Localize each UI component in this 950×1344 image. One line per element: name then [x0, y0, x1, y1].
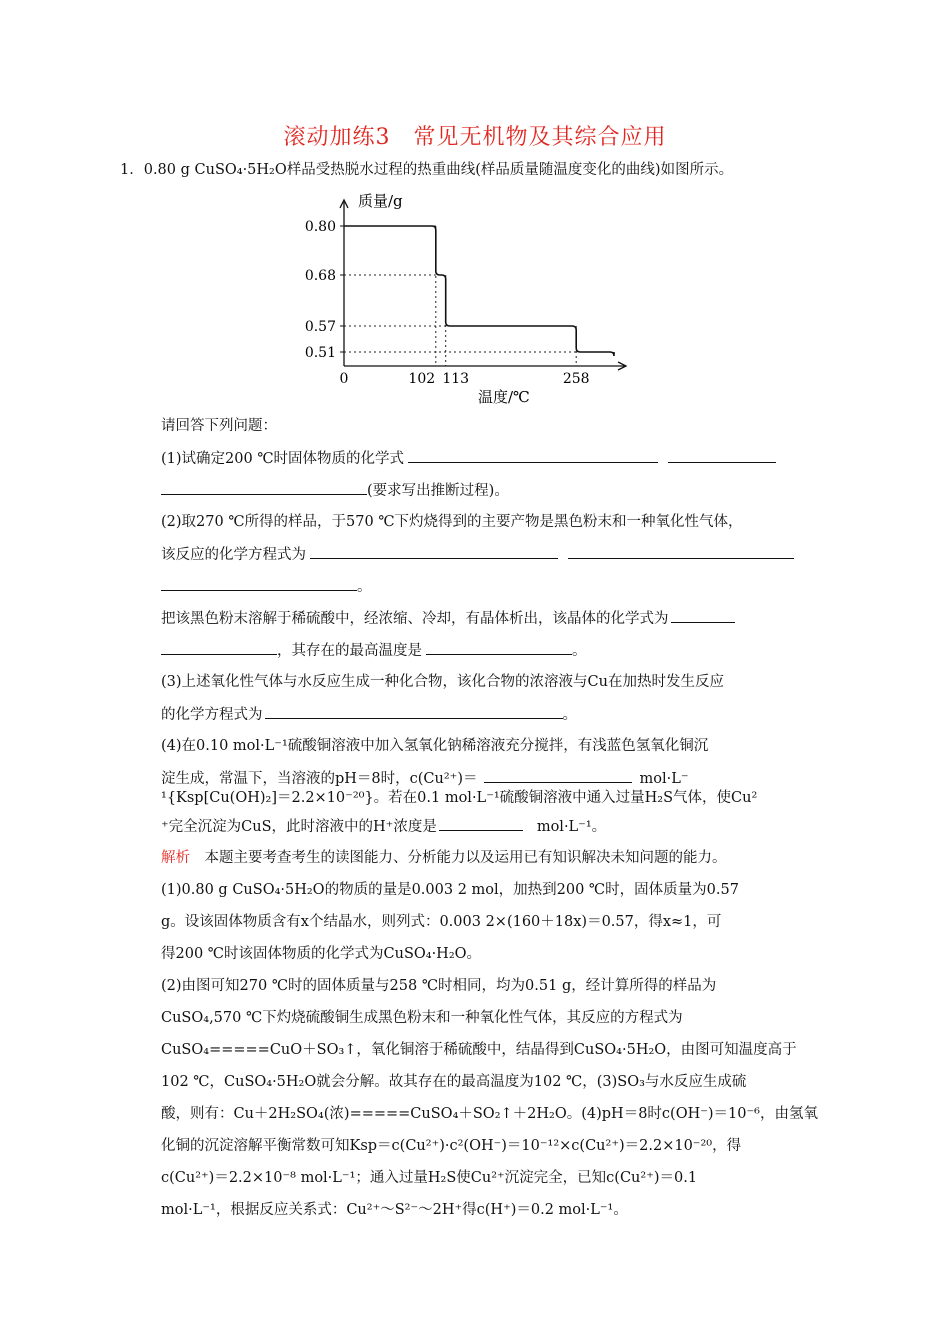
q1-part1-line2: [161, 480, 509, 501]
series-line: [344, 226, 614, 356]
q1-part4-text: 淀生成，常温下，当溶液的pH＝8时，c(Cu²⁺)＝: [161, 771, 478, 787]
chart-xlabel: 温度/℃: [478, 388, 530, 406]
analysis-line-8: 酸，则有：Cu＋2H₂SO₄(浓)=====CuSO₄＋SO₂↑＋2H₂O。(4)pH＝8时c(OH⁻)＝10⁻⁶，由氢氧: [161, 1106, 818, 1122]
q1-part3-text: 的化学方程式为: [161, 707, 263, 723]
answer-blank[interactable]: [161, 480, 367, 495]
answer-blank[interactable]: [265, 704, 563, 719]
q1-part4-unit2: mol·L⁻¹。: [536, 819, 607, 835]
q1-part2-line1: (2)取270 ℃所得的样品，于570 ℃下灼烧得到的主要产物是黑色粉末和一种氧化性气体，: [161, 514, 743, 530]
q1-part3-line2: [161, 704, 577, 725]
analysis-line-10: c(Cu²⁺)＝2.2×10⁻⁸ mol·L⁻¹；通入过量H₂S使Cu²⁺沉淀完全，已知c(Cu²⁺)＝0.1: [161, 1170, 698, 1186]
y-tick-label: 0.80: [304, 219, 336, 235]
q1-part2-text-d: 把该黑色粉末溶解于稀硫酸中，经浓缩、冷却，有晶体析出，该晶体的化学式为: [161, 611, 669, 627]
analysis-line-4: (2)由图可知270 ℃时的固体质量与258 ℃时相同，均为0.51 g，经计算所得的样品为: [161, 978, 717, 994]
q1-part4-line1: (4)在0.10 mol·L⁻¹硫酸铜溶液中加入氢氧化钠稀溶液充分搅拌，有浅蓝色氢氧化铜沉: [161, 738, 709, 754]
question-1-intro: 1．0.80 g CuSO₄·5H₂O样品受热脱水过程的热重曲线(样品质量随温度变化的曲线)如图所示。: [120, 162, 734, 178]
answer-blank[interactable]: [426, 640, 572, 655]
answer-blank[interactable]: [310, 544, 558, 559]
q1-part3-line1: (3)上述氧化性气体与水反应生成一种化合物，该化合物的浓溶液与Cu在加热时发生反应: [161, 674, 724, 690]
y-tick-label: 0.68: [304, 268, 336, 284]
analysis-line-9: 化铜的沉淀溶解平衡常数可知Ksp＝c(Cu²⁺)·c²(OH⁻)＝10⁻¹²×c(Cu²⁺)＝2.2×10⁻²⁰，得: [161, 1138, 742, 1154]
answer-blank[interactable]: [484, 768, 632, 783]
q1-part2-text: 该反应的化学方程式为: [161, 547, 306, 563]
answer-blank[interactable]: [671, 608, 735, 623]
q1-part2-line5: [161, 640, 587, 661]
answer-blank[interactable]: [161, 640, 277, 655]
analysis-label: 解析: [161, 850, 190, 866]
answer-blank[interactable]: [161, 576, 357, 591]
q1-part4-unit: mol·L⁻: [639, 771, 689, 787]
x-tick-label: 0: [339, 371, 349, 387]
q1-part4-text-d: ⁺完全沉淀为CuS，此时溶液中的H⁺浓度是: [161, 819, 437, 835]
q1-part2-line4: [161, 608, 735, 629]
page-title: 滚动加练3 常见无机物及其综合应用: [283, 125, 667, 150]
x-tick-label: 113: [442, 371, 470, 387]
chart-ticks: [305, 219, 590, 387]
q1-part2-end2: 。: [572, 643, 587, 659]
analysis-intro: 本题主要考查考生的读图能力、分析能力以及运用已有知识解决未知问题的能力。: [204, 850, 727, 866]
analysis-line-11: mol·L⁻¹，根据反应关系式：Cu²⁺～S²⁻～2H⁺得c(H⁺)＝0.2 mol·L⁻¹。: [161, 1202, 628, 1218]
q1-part2-line3: [161, 576, 372, 597]
chart-series: [344, 226, 614, 356]
answer-blank[interactable]: [408, 448, 658, 463]
chart-ylabel: 质量/g: [358, 192, 403, 210]
analysis-line-7: 102 ℃，CuSO₄·5H₂O就会分解。故其存在的最高温度为102 ℃，(3)SO₃与水反应生成硫: [161, 1074, 747, 1090]
q1-part2-text-e: ，其存在的最高温度是: [277, 643, 422, 659]
analysis-line-6: CuSO₄=====CuO＋SO₃↑，氧化铜溶于稀硫酸中，结晶得到CuSO₄·5H₂O，由图可知温度高于: [161, 1042, 797, 1058]
analysis-line-1: (1)0.80 g CuSO₄·5H₂O的物质的量是0.003 2 mol，加热到200 ℃时，固体质量为0.57: [161, 882, 739, 898]
q1-part4-line3: ¹{Ksp[Cu(OH)₂]＝2.2×10⁻²⁰}。若在0.1 mol·L⁻¹硫酸铜溶液中通入过量H₂S气体，使Cu²: [161, 790, 758, 806]
answer-blank[interactable]: [568, 544, 794, 559]
q1-part2-end: 。: [357, 579, 372, 595]
analysis-line-3: 得200 ℃时该固体物质的化学式为CuSO₄·H₂O。: [161, 946, 482, 962]
x-tick-label: 102: [408, 371, 436, 387]
q1-part4-line2: [161, 768, 689, 789]
q1-part1-text-b: (要求写出推断过程)。: [367, 483, 509, 499]
y-tick-label: 0.51: [304, 345, 336, 361]
question-prompt: 请回答下列问题：: [161, 418, 277, 434]
q1-part4-line4: [161, 816, 606, 837]
q1-part1-line1: [161, 448, 776, 469]
thermogravimetric-chart: [296, 188, 636, 410]
y-tick-label: 0.57: [304, 319, 336, 335]
q1-part1-text: (1)试确定200 ℃时固体物质的化学式: [161, 451, 405, 467]
chart-guides: [344, 226, 576, 366]
analysis-line-2: g。设该固体物质含有x个结晶水，则列式：0.003 2×(160＋18x)＝0.57，得x≈1，可: [161, 914, 722, 930]
answer-blank[interactable]: [439, 816, 523, 831]
q1-part2-line2: [161, 544, 794, 565]
analysis-line-5: CuSO₄,570 ℃下灼烧硫酸铜生成黑色粉末和一种氧化性气体，其反应的方程式为: [161, 1010, 683, 1026]
analysis-line-0: [161, 848, 727, 868]
answer-blank[interactable]: [668, 448, 776, 463]
q1-part3-end: 。: [562, 707, 577, 723]
x-tick-label: 258: [562, 371, 590, 387]
